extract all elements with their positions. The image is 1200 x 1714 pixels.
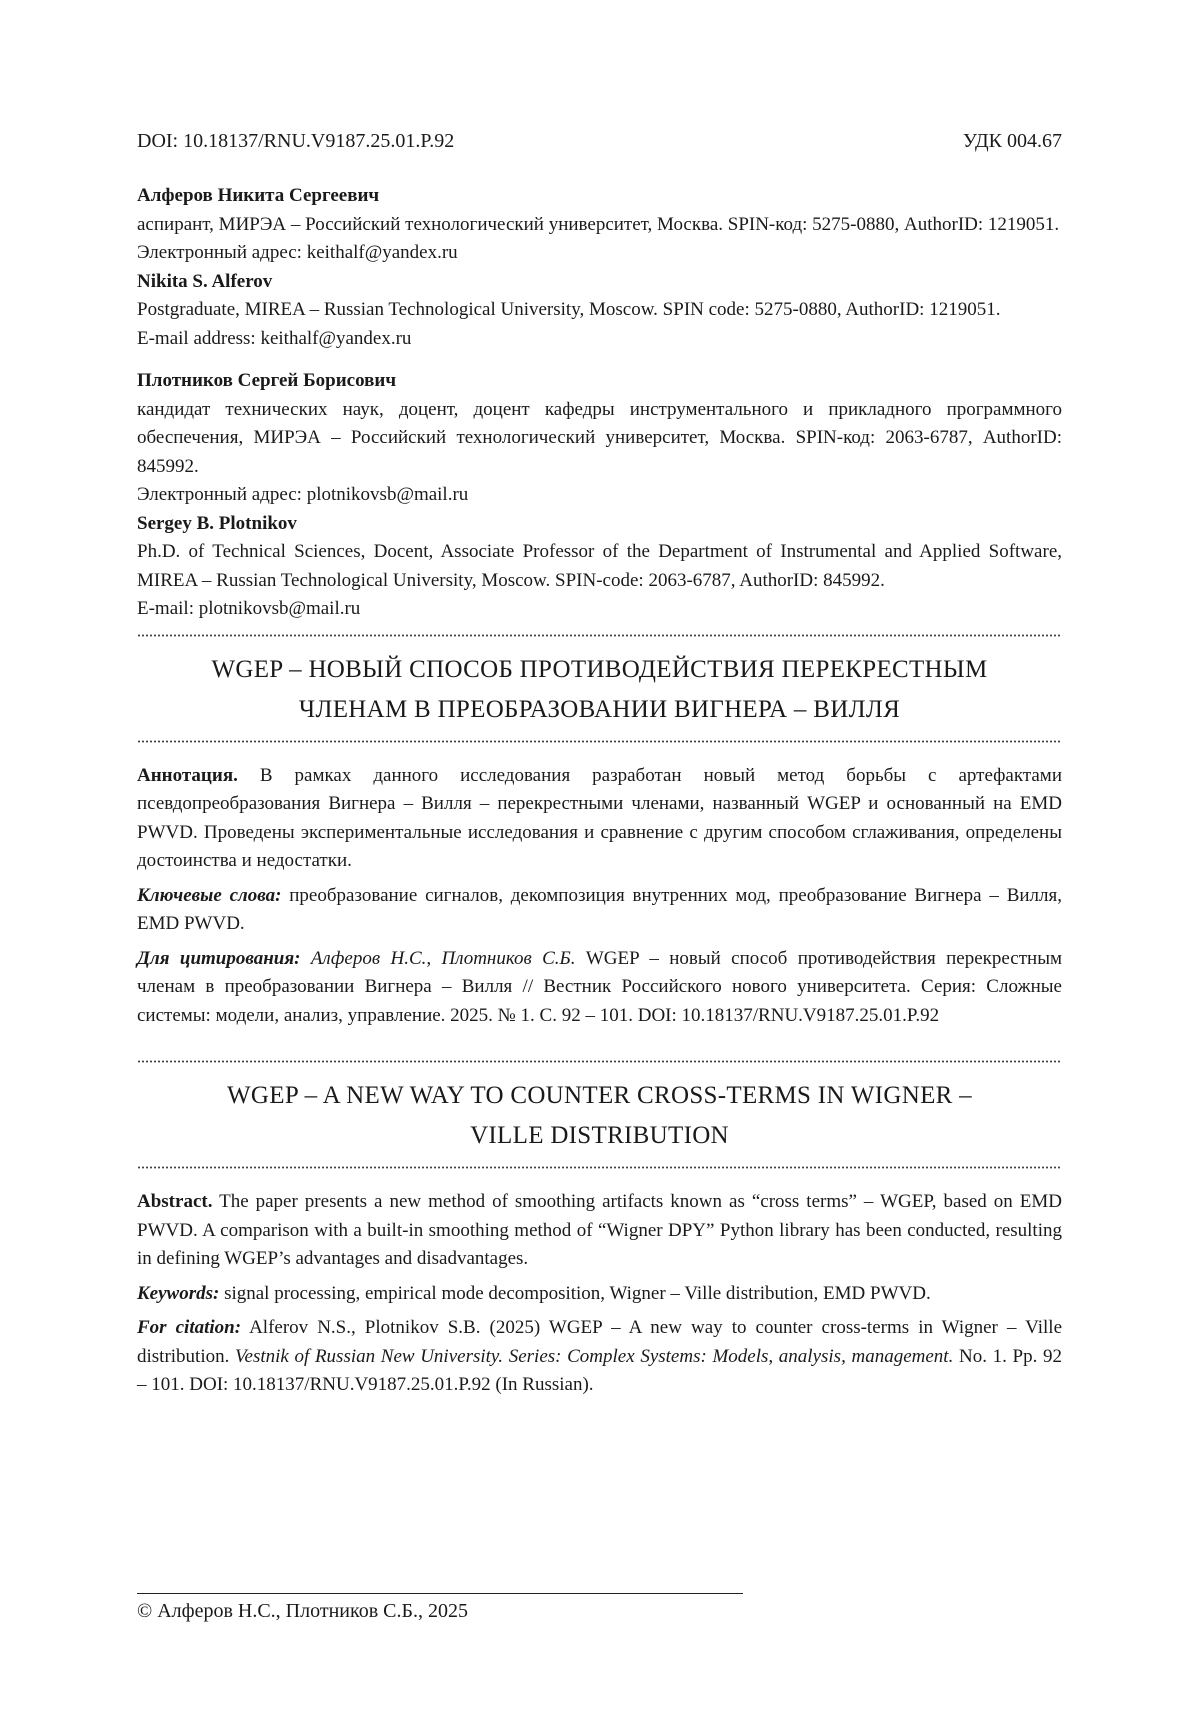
abstract-text: The paper presents a new method of smoothing artifacts known as “cross terms” – WGEP, based on EMD PWVD. A comparison with a built-in smoothing method of “Wigner DPY” Python library has been conducted, resulting in defining WGEP’s advantages and disadvantages. [137,1191,1062,1269]
copyright: © Алферов Н.С., Плотников С.Б., 2025 [137,1600,468,1622]
abstract-ru [137,762,1062,876]
divider [137,634,1062,640]
udk: УДК 004.67 [962,130,1062,152]
author-email-ru: Электронный адрес: keithalf@yandex.ru [137,242,458,263]
keywords-en [137,1280,1062,1309]
author-desc-ru: кандидат технических наук, доцент, доцент кафедры инструментального и прикладного программного обеспечения, МИРЭА – Российский технологический университет, Москва. SPIN-код: 2063-6787, AuthorID: 845992. [137,398,1062,477]
keywords-label: Keywords: [137,1282,220,1304]
abstract-ru-section [137,762,1062,1031]
keywords-text: преобразование сигналов, декомпозиция внутренних мод, преобразование Вигнера – Вилля, EMD PWVD. [137,884,1063,934]
author-desc-ru: аспирант, МИРЭА – Российский технологический университет, Москва. SPIN-код: 5275-0880, AuthorID: 1219051. [137,213,1060,235]
citation-authors: Алферов Н.С., Плотников С.Б. [300,947,576,969]
citation-label: For citation: [137,1317,242,1338]
abstract-en-section [137,1188,1062,1400]
author-name-ru: Алферов Никита Сергеевич [137,185,380,206]
citation-text: WGEP – новый способ противодействия перекрестным членам в преобразовании Вигнера – Вилля // Вестник Российского нового университета. Серия: Сложные системы: модели, анализ, управление. 2025. № 1. С. 92 – 101. DOI: 10.18137/RNU.V9187.25.01.P.92 [137,947,1062,1026]
author-name-en: Sergey B. Plotnikov [137,512,297,534]
divider [137,740,1062,746]
title-en-line-1: WGEP – A NEW WAY TO COUNTER CROSS-TERMS IN WIGNER – [227,1082,972,1109]
title-ru-line-2: ЧЛЕНАМ В ПРЕОБРАЗОВАНИИ ВИГНЕРА – ВИЛЛЯ [298,695,901,723]
citation-tail: No. 1. Pp. 92 – 101. DOI: 10.18137/RNU.V9187.25.01.P.92 (In Russian). [137,1345,1062,1395]
title-ru-line-1: WGEP – НОВЫЙ СПОСОБ ПРОТИВОДЕЙСТВИЯ ПЕРЕКРЕСТНЫМ [211,655,988,683]
author-desc-en: Postgraduate, MIREA – Russian Technological University, Moscow. SPIN code: 5275-0880, AuthorID: 1219051. [137,299,1001,320]
article-first-page [137,128,1062,1406]
author-email-en: E-mail address: keithalf@yandex.ru [137,327,412,349]
author-name-en: Nikita S. Alferov [137,270,273,292]
author-block-1 [137,182,1062,353]
divider [137,1166,1062,1172]
author-name-ru: Плотников Сергей Борисович [137,370,397,391]
citation-ru [137,945,1062,1031]
citation-label: Для цитирования: [137,947,301,969]
title-ru [137,650,1062,730]
divider [137,1060,1062,1066]
doi: DOI: 10.18137/RNU.V9187.25.01.P.92 [137,130,455,152]
author-desc-en: Ph.D. of Technical Sciences, Docent, Associate Professor of the Department of Instrumental and Applied Software, MIREA – Russian Technological University, Moscow. SPIN-code: 2063-6787, AuthorID: 845992. [137,541,1062,591]
author-email-ru: Электронный адрес: plotnikovsb@mail.ru [137,484,469,505]
citation-en [137,1314,1062,1400]
abstract-text: В рамках данного исследования разработан новый метод борьбы с артефактами псевдопреобразования Вигнера – Вилля – перекрестными членами, названный WGEP и основанный на EMD PWVD. Проведены экспериментальные исследования и сравнение с другим способом сглаживания, определены достоинства и недостатки. [137,764,1062,871]
author-email-en: E-mail: plotnikovsb@mail.ru [137,598,361,619]
footnote-rule [137,1593,743,1594]
title-en-line-2: VILLE DISTRIBUTION [470,1122,729,1149]
keywords-text: signal processing, empirical mode decomposition, Wigner – Ville distribution, EMD PWVD. [219,1282,931,1304]
title-en [137,1076,1062,1156]
citation-journal: Vestnik of Russian New University. Series: Complex Systems: Models, analysis, management. [235,1345,954,1367]
keywords-label: Ключевые слова: [137,884,282,906]
author-block-2 [137,367,1062,624]
header-row [137,128,1062,154]
abstract-label: Аннотация. [137,764,238,786]
citation-text: Alferov N.S., Plotnikov S.B. (2025) WGEP – A new way to counter cross-terms in Wigner – Ville distribution. [137,1317,1062,1367]
abstract-en [137,1188,1062,1274]
abstract-label: Abstract. [137,1191,213,1212]
keywords-ru [137,882,1062,939]
